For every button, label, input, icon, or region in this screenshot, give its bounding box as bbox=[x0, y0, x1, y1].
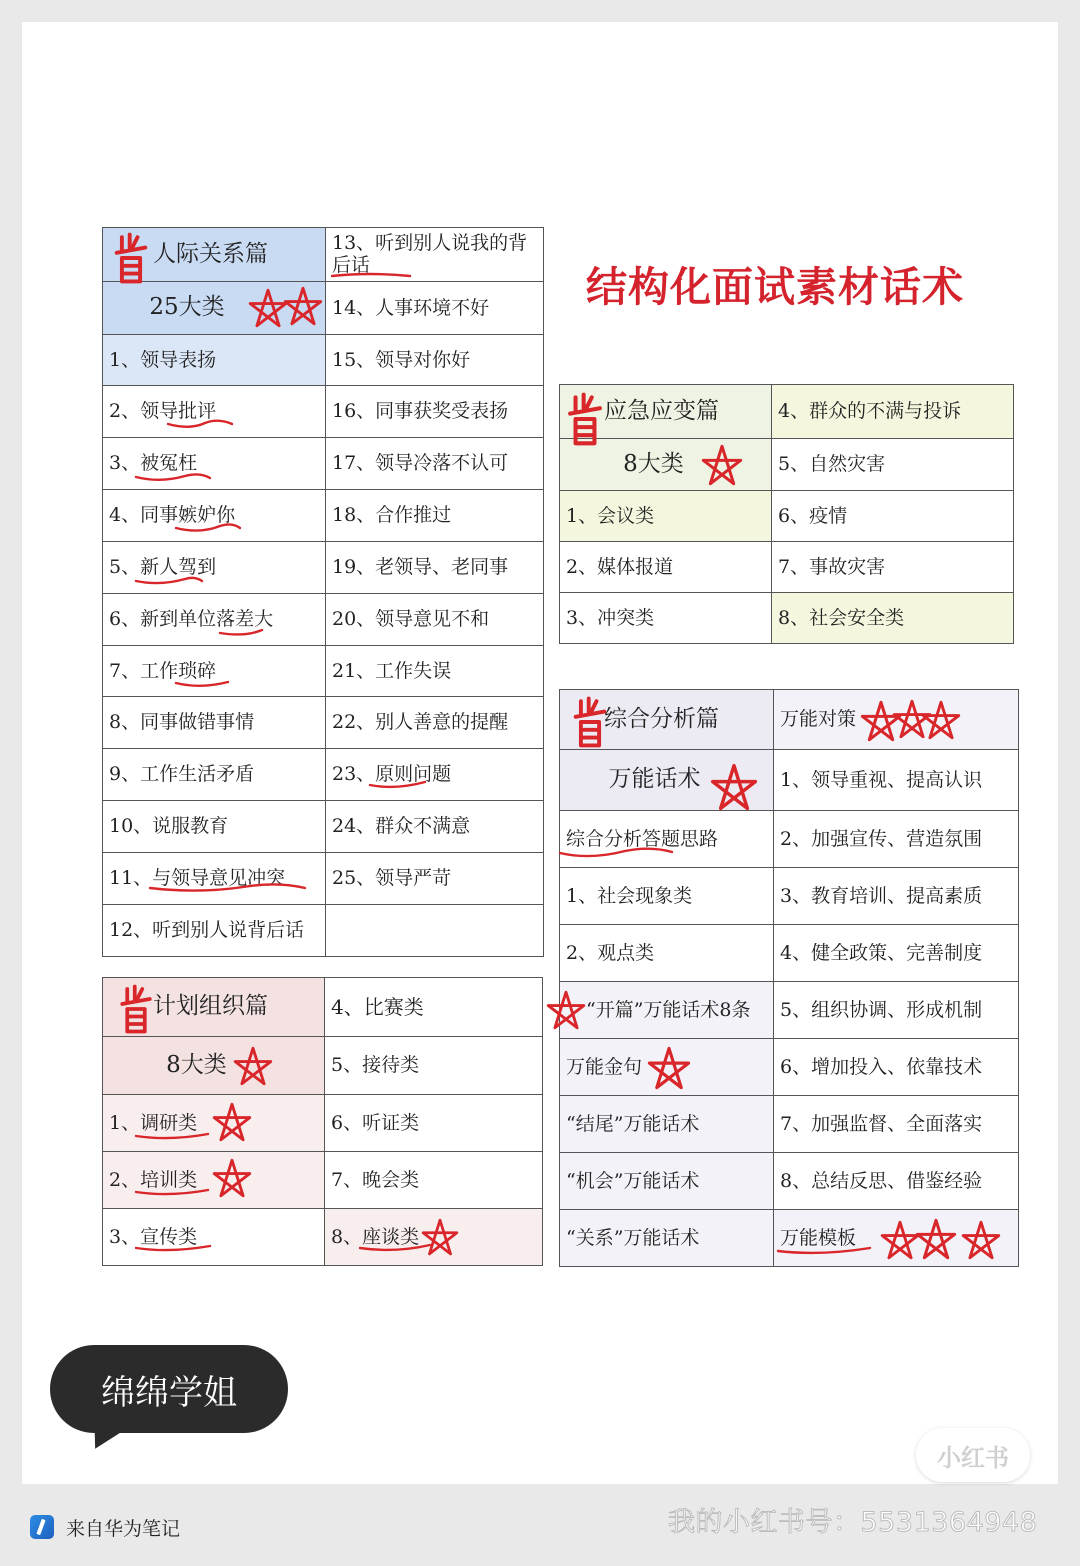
analysis-item: 2、观点类 bbox=[560, 925, 774, 982]
planning-count: 8大类 bbox=[103, 1037, 325, 1095]
interpersonal-item: 2、领导批评 bbox=[103, 386, 326, 438]
analysis-item: 万能金句 bbox=[560, 1039, 774, 1096]
empty-cell bbox=[326, 905, 544, 957]
planning-item: 6、听证类 bbox=[325, 1095, 543, 1152]
analysis-strategy: 6、增加投入、依靠技术 bbox=[774, 1039, 1019, 1096]
interpersonal-item: 9、工作生活矛盾 bbox=[103, 749, 326, 801]
interpersonal-item: 20、领导意见不和 bbox=[326, 594, 544, 646]
planning-item: 8、座谈类 bbox=[325, 1209, 543, 1266]
interpersonal-item: 24、群众不满意 bbox=[326, 801, 544, 853]
footer-source-label: 来自华为笔记 bbox=[66, 1517, 181, 1540]
interpersonal-item: 18、合作推过 bbox=[326, 490, 544, 542]
interpersonal-item: 21、工作失误 bbox=[326, 646, 544, 697]
analysis-strategy: 8、总结反思、借鉴经验 bbox=[774, 1153, 1019, 1210]
interpersonal-item: 15、领导对你好 bbox=[326, 335, 544, 386]
interpersonal-item: 4、同事嫉妒你 bbox=[103, 490, 326, 542]
page-title: 结构化面试素材话术 bbox=[586, 263, 964, 311]
emergency-item: 1、会议类 bbox=[560, 491, 772, 542]
analysis-template: 万能模板 bbox=[774, 1210, 1019, 1267]
interpersonal-item: 16、同事获奖受表扬 bbox=[326, 386, 544, 438]
interpersonal-item: 17、领导冷落不认可 bbox=[326, 438, 544, 490]
analysis-strategy-head: 万能对策 bbox=[774, 690, 1019, 750]
analysis-item: “关系”万能话术 bbox=[560, 1210, 774, 1267]
analysis-item: 1、社会现象类 bbox=[560, 868, 774, 925]
analysis-item: “开篇”万能话术8条 bbox=[560, 982, 774, 1039]
interpersonal-item: 8、同事做错事情 bbox=[103, 697, 326, 749]
emergency-header: 应急应变篇 bbox=[560, 385, 772, 439]
interpersonal-item: 7、工作琐碎 bbox=[103, 646, 326, 697]
interpersonal-item: 5、新人驾到 bbox=[103, 542, 326, 594]
interpersonal-item: 25、领导严苛 bbox=[326, 853, 544, 905]
analysis-sub: 万能话术 bbox=[560, 750, 774, 811]
interpersonal-item: 12、听到别人说背后话 bbox=[103, 905, 326, 957]
emergency-item: 5、自然灾害 bbox=[772, 439, 1014, 491]
interpersonal-item: 6、新到单位落差大 bbox=[103, 594, 326, 646]
planning-header: 计划组织篇 bbox=[103, 978, 325, 1037]
analysis-strategy: 7、加强监督、全面落实 bbox=[774, 1096, 1019, 1153]
analysis-strategy: 5、组织协调、形成机制 bbox=[774, 982, 1019, 1039]
interpersonal-item: 22、别人善意的提醒 bbox=[326, 697, 544, 749]
planning-table bbox=[102, 977, 543, 1266]
analysis-strategy: 3、教育培训、提高素质 bbox=[774, 868, 1019, 925]
emergency-item: 3、冲突类 bbox=[560, 593, 772, 644]
xiaohongshu-badge: 小红书 bbox=[916, 1428, 1030, 1482]
emergency-table bbox=[559, 384, 1014, 644]
footer-source bbox=[30, 1513, 180, 1541]
emergency-item: 2、媒体报道 bbox=[560, 542, 772, 593]
planning-item: 5、接待类 bbox=[325, 1037, 543, 1095]
emergency-item: 8、社会安全类 bbox=[772, 593, 1014, 644]
analysis-strategy: 1、领导重视、提高认识 bbox=[774, 750, 1019, 811]
account-watermark: 我的小红书号：5531364948 bbox=[668, 1507, 1038, 1538]
interpersonal-item: 11、与领导意见冲突 bbox=[103, 853, 326, 905]
interpersonal-header: 人际关系篇 bbox=[103, 228, 326, 282]
analysis-strategy: 4、健全政策、完善制度 bbox=[774, 925, 1019, 982]
interpersonal-table bbox=[102, 227, 544, 957]
emergency-item: 7、事故灾害 bbox=[772, 542, 1014, 593]
analysis-item: 综合分析答题思路 bbox=[560, 811, 774, 868]
huawei-notes-icon bbox=[30, 1515, 54, 1539]
planning-item: 3、宣传类 bbox=[103, 1209, 325, 1266]
planning-item: 4、比赛类 bbox=[325, 978, 543, 1037]
interpersonal-count: 25大类 bbox=[103, 282, 326, 335]
interpersonal-item: 1、领导表扬 bbox=[103, 335, 326, 386]
analysis-item: “机会”万能话术 bbox=[560, 1153, 774, 1210]
emergency-count: 8大类 bbox=[560, 439, 772, 491]
interpersonal-item: 13、听到别人说我的背后话 bbox=[326, 228, 544, 282]
analysis-strategy: 2、加强宣传、营造氛围 bbox=[774, 811, 1019, 868]
emergency-item: 4、群众的不满与投诉 bbox=[772, 385, 1014, 439]
interpersonal-item: 14、人事环境不好 bbox=[326, 282, 544, 335]
analysis-item: “结尾”万能话术 bbox=[560, 1096, 774, 1153]
planning-item: 1、调研类 bbox=[103, 1095, 325, 1152]
interpersonal-item: 19、老领导、老同事 bbox=[326, 542, 544, 594]
interpersonal-item: 10、说服教育 bbox=[103, 801, 326, 853]
interpersonal-item: 3、被冤枉 bbox=[103, 438, 326, 490]
planning-item: 2、培训类 bbox=[103, 1152, 325, 1209]
analysis-table bbox=[559, 689, 1019, 1267]
analysis-header: 综合分析篇 bbox=[560, 690, 774, 750]
interpersonal-item: 23、原则问题 bbox=[326, 749, 544, 801]
planning-item: 7、晚会类 bbox=[325, 1152, 543, 1209]
emergency-item: 6、疫情 bbox=[772, 491, 1014, 542]
author-bubble: 绵绵学姐 bbox=[50, 1345, 288, 1433]
